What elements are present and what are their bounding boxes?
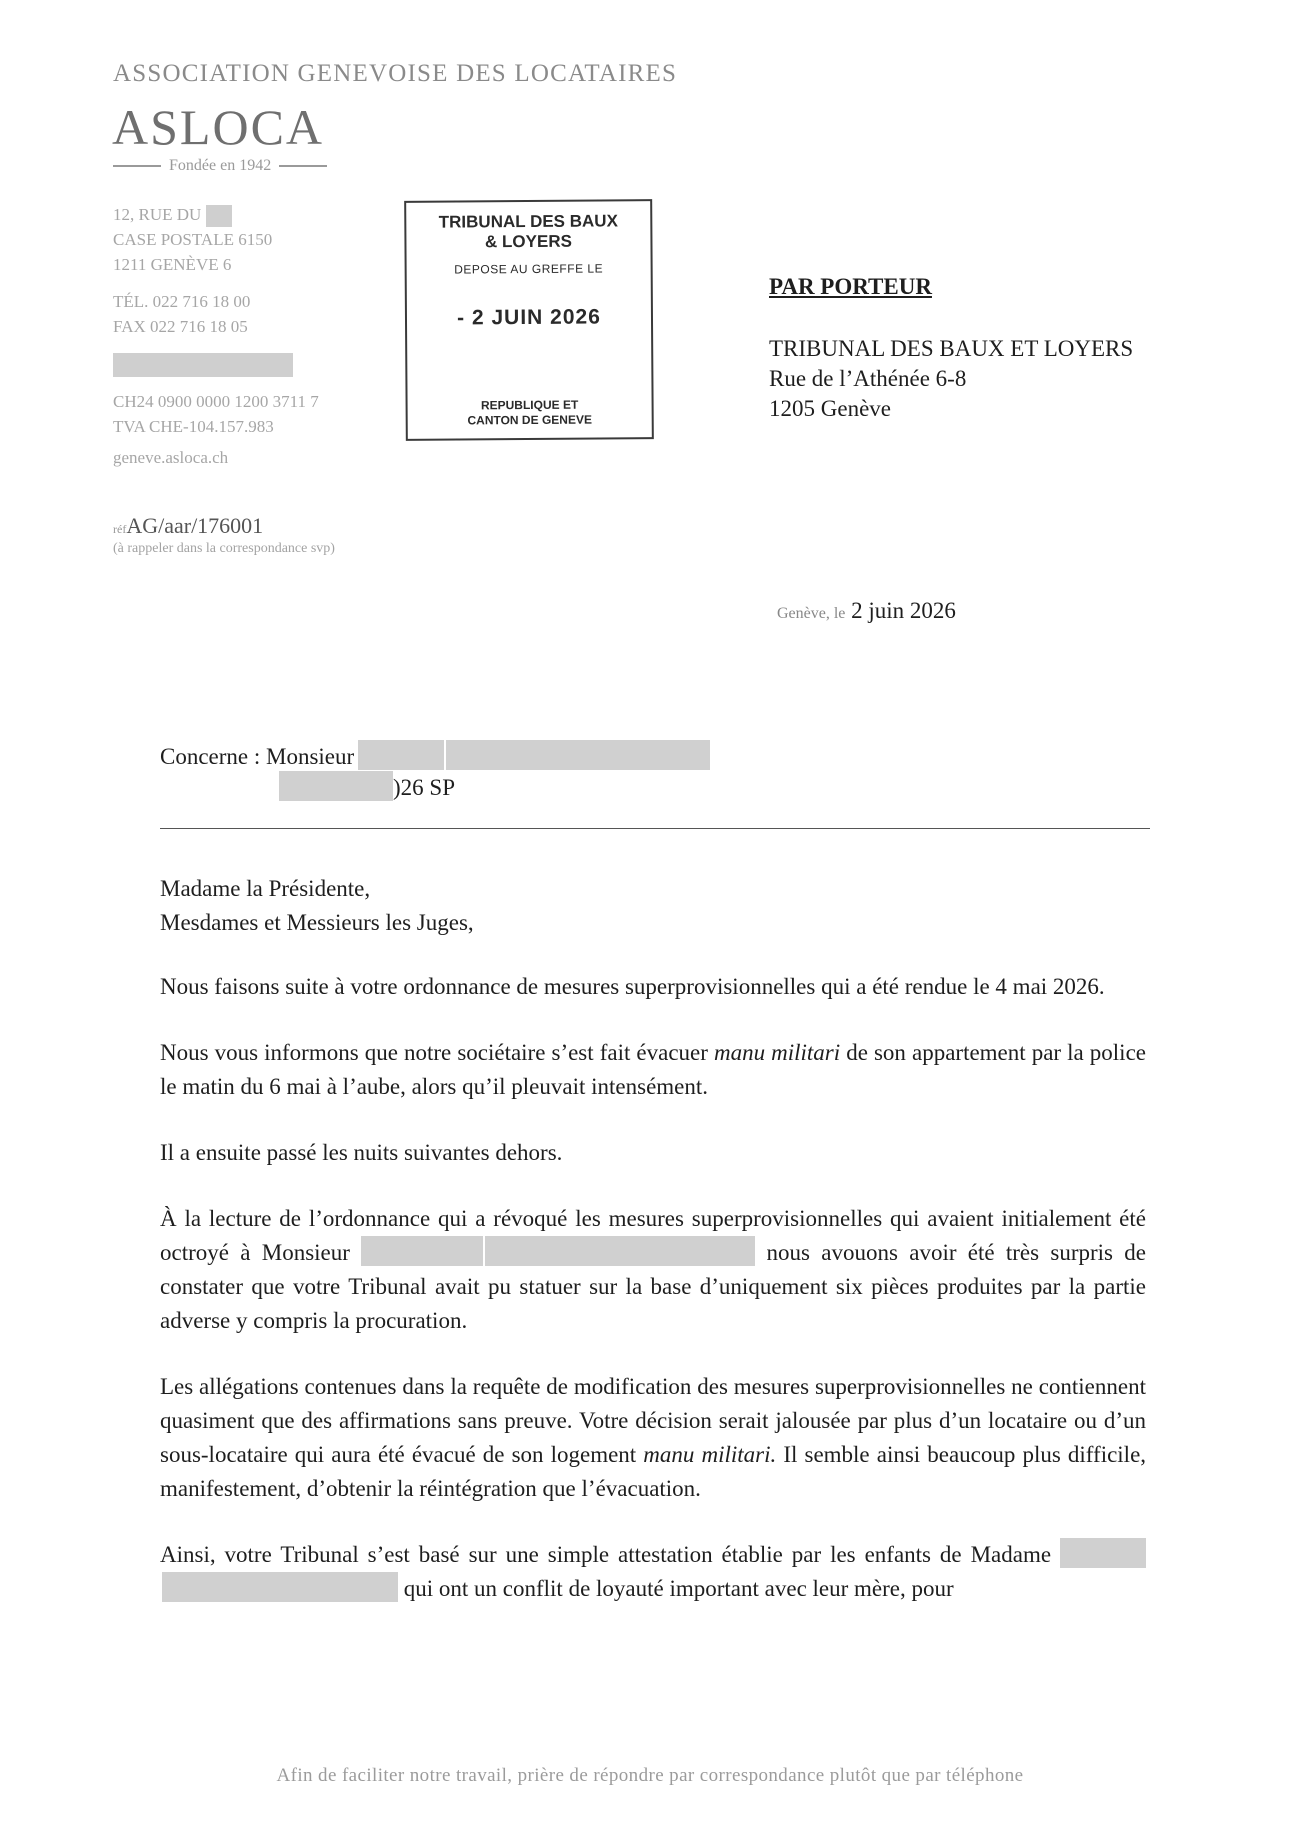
letter-date <box>777 598 956 624</box>
date-value: 2 juin 2026 <box>851 598 956 623</box>
paragraph-4: À la lecture de l’ordonnance qui a révoqué les mesures superprovisionnelles qui avaient initialement été octroyé à Monsieur nous avouons avoir été très surpris de constater que votre Tribunal avait pu statuer sur la base d’uniquement six pièces produites par la partie adverse y compris la procuration. <box>160 1206 1147 1333</box>
subject-case-number: )26 SP <box>160 771 455 803</box>
stamp-deposited: DEPOSE AU GREFFE LE <box>454 261 604 277</box>
delivery-method: PAR PORTEUR <box>769 274 932 299</box>
sender-address <box>113 202 319 470</box>
redaction <box>113 353 293 377</box>
recipient-city: 1205 Genève <box>769 396 891 421</box>
iban: CH24 0900 0000 1200 3711 7 <box>113 392 319 412</box>
brand-logo-text: ASLOCA <box>112 99 325 155</box>
paragraph-2: Nous vous informons que notre sociétaire s’est fait évacuer manu militari de son appartement par la police le matin du 6 mai à l’aube, alors qu’il pleuvait intensément. <box>160 1040 1146 1099</box>
address-line-3: 1211 GENÈVE 6 <box>113 255 232 275</box>
fax: FAX 022 716 18 05 <box>113 317 248 337</box>
paragraph-5: Les allégations contenues dans la requête de modification des mesures superprovisionnelles ne contiennent quasiment que des affirmations sans preuve. Votre décision serait jalousée par plus d’un locataire ou d’un sous-locataire qui aura été évacué de son logement manu militari. Il semble ainsi beaucoup plus difficile, manifestement, d’obtenir la réintégration que l’évacuation. <box>160 1374 1147 1501</box>
redaction <box>279 771 393 801</box>
reference-code: AG/aar/176001 <box>126 513 264 538</box>
paragraph-3: Il a ensuite passé les nuits suivantes dehors. <box>160 1140 563 1165</box>
founded-rule-right <box>279 165 327 167</box>
redaction <box>361 1236 483 1266</box>
recipient-name: TRIBUNAL DES BAUX ET LOYERS <box>769 336 1134 361</box>
date-prefix: Genève, le <box>777 605 846 622</box>
founded-text: Fondée en 1942 <box>169 157 272 174</box>
recipient-street: Rue de l’Athénée 6-8 <box>769 366 967 391</box>
recipient-address <box>769 334 1133 424</box>
stamp-date: - 2 JUIN 2026 <box>457 305 601 330</box>
redaction <box>162 1572 398 1602</box>
subject-line: Concerne : Monsieur <box>160 740 710 772</box>
subject-divider <box>160 828 1150 829</box>
stamp-title: TRIBUNAL DES BAUX & LOYERS <box>438 211 618 252</box>
founded-line <box>113 157 327 175</box>
reference <box>113 513 263 539</box>
address-line-2: CASE POSTALE 6150 <box>113 230 273 250</box>
telephone: TÉL. 022 716 18 00 <box>113 292 251 312</box>
reference-note: (à rappeler dans la correspondance svp) <box>113 541 335 556</box>
paragraph-6: Ainsi, votre Tribunal s’est basé sur une simple attestation établie par les enfants de Madame qui ont un conflit de loyauté important avec leur mère, pour <box>160 1538 1146 1606</box>
founded-rule-left <box>113 165 161 167</box>
vat-number: TVA CHE-104.157.983 <box>113 417 274 437</box>
website: geneve.asloca.ch <box>113 448 229 468</box>
association-name: ASSOCIATION GENEVOISE DES LOCATAIRES <box>113 60 678 87</box>
reference-prefix: réf <box>113 522 127 536</box>
footer-note: Afin de faciliter notre travail, prière de répondre par correspondance plutôt que par téléphone <box>276 1765 1024 1786</box>
address-line-1: 12, RUE DU <box>113 202 319 227</box>
redaction <box>206 205 232 227</box>
address-redaction-row <box>113 351 319 377</box>
court-receipt-stamp <box>404 199 654 441</box>
salutation: Madame la Présidente, Mesdames et Messieurs les Juges, <box>160 876 474 935</box>
redaction <box>358 740 444 770</box>
redaction <box>485 1236 755 1266</box>
stamp-authority: REPUBLIQUE ET CANTON DE GENEVE <box>467 397 592 428</box>
redaction <box>446 740 710 770</box>
paragraph-1: Nous faisons suite à votre ordonnance de mesures superprovisionnelles qui a été rendue le 4 mai 2026. <box>160 974 1105 999</box>
letter-body <box>160 872 1146 1638</box>
redaction <box>1060 1538 1146 1568</box>
